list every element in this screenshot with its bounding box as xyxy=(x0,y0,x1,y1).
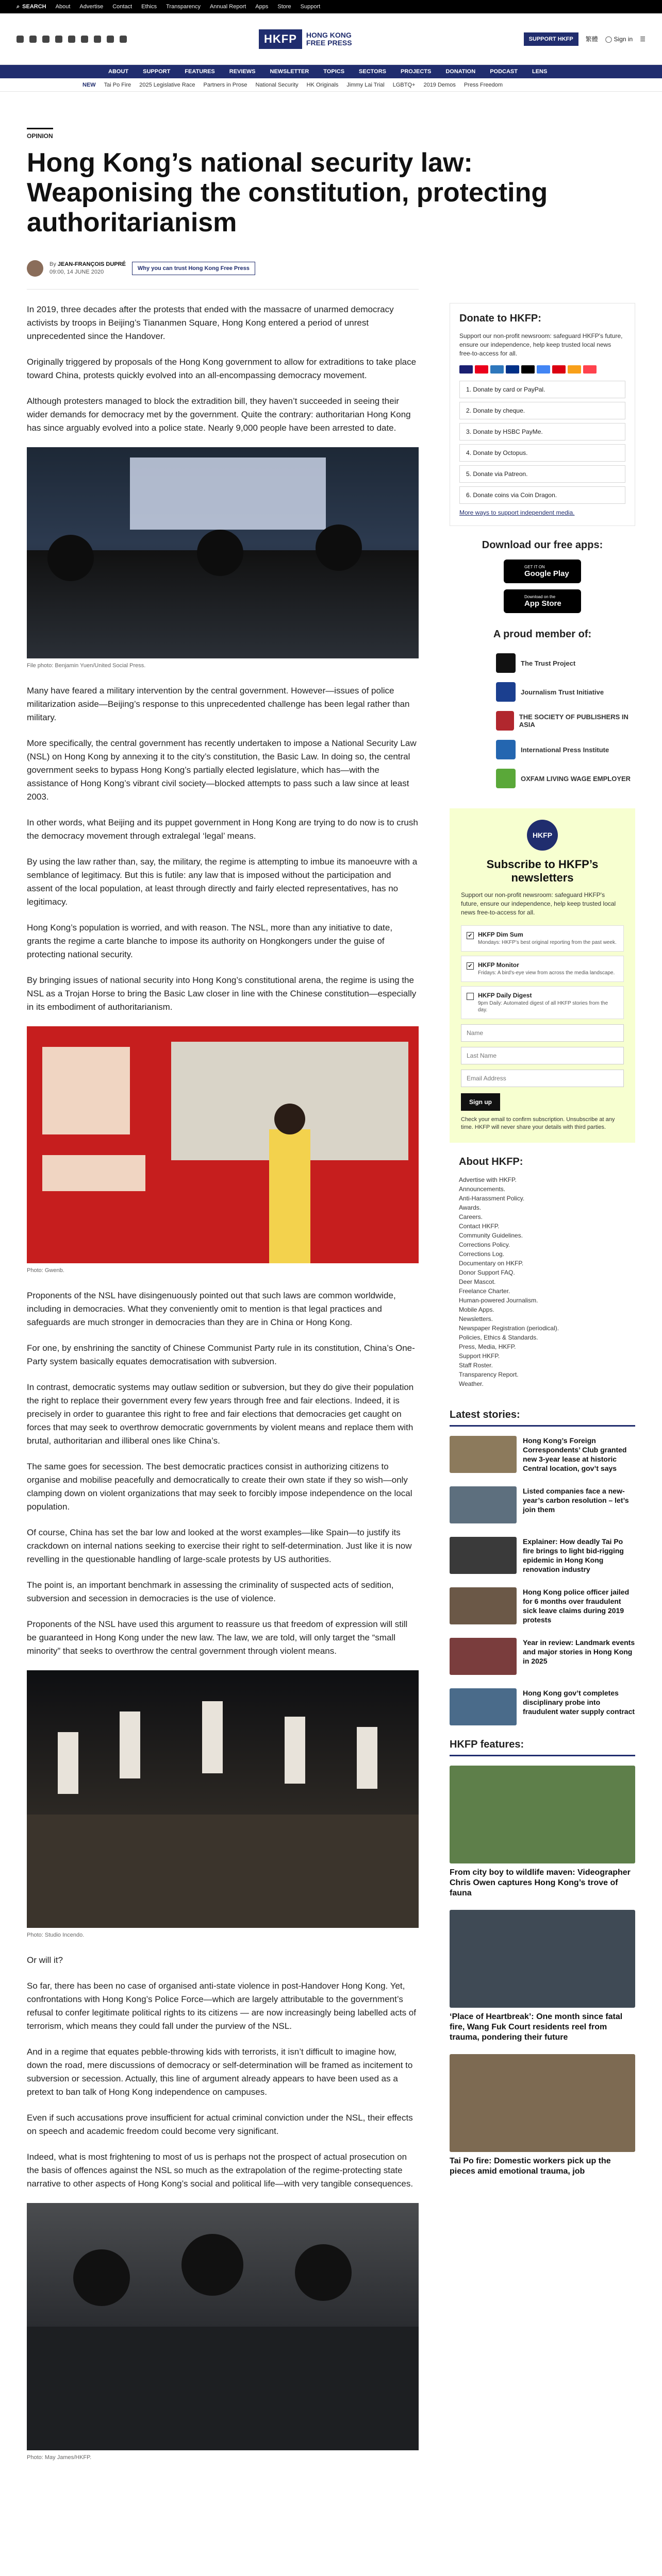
facebook-icon[interactable] xyxy=(29,36,37,43)
paragraph: For one, by enshrining the sanctity of Chinese Communist Party rule in its constitution, China’s One-Party system basically equates democratisation with subversion. xyxy=(27,1343,415,1366)
paragraph: Although protesters managed to block the extradition bill, they haven’t succeeded in seeing their wider demands for democracy met by the government. Quite the contrary: authoritarian Hong Kong has since arguably evolved into a police state. Nearly 9,000 people have been arrested to date. xyxy=(27,396,411,433)
rss-icon[interactable] xyxy=(120,36,127,43)
payment-icons xyxy=(459,365,625,374)
story-thumbnail xyxy=(450,1688,517,1725)
topbar-link[interactable]: Apps xyxy=(255,4,269,10)
mastodon-icon[interactable] xyxy=(107,36,114,43)
about-link[interactable]: Freelance Charter. xyxy=(459,1287,510,1295)
newsletter-text: Support our non-profit newsroom: safeguard HKFP's future, ensure our independence, help keep trusted local news free-to-access for all. xyxy=(461,891,616,916)
donate-option[interactable]: 5. Donate via Patreon. xyxy=(459,465,625,483)
donate-intro: Support our non-profit newsroom: safeguard HKFP's future, ensure our independence, help keep trusted local news free-to-access for all. xyxy=(459,332,623,357)
site-header xyxy=(0,13,662,65)
feature-item[interactable]: From city boy to wildlife maven: Videographer Chris Owen captures Hong Kong’s trove of fauna xyxy=(450,1766,635,1899)
topbar-link[interactable]: Store xyxy=(277,4,291,10)
newsletter-option[interactable]: ✔ HKFP Dim Sum Mondays: HKFP’s best original reporting from the past week. xyxy=(461,925,624,952)
membership-title: A proud member of: xyxy=(493,629,592,640)
newsletter-title: Subscribe to HKFP’s newsletters xyxy=(486,858,599,884)
about-link[interactable]: Support HKFP. xyxy=(459,1352,500,1360)
donate-option[interactable]: 4. Donate by Octopus. xyxy=(459,444,625,462)
search-button[interactable]: ⌕ SEARCH xyxy=(16,3,46,10)
paypal-icon xyxy=(506,365,519,374)
article-body xyxy=(27,303,419,2476)
story-item[interactable]: Year in review: Landmark events and major stories in Hong Kong in 2025 xyxy=(450,1638,635,1675)
paragraph: Even if such accusations prove insufficient for actual criminal conviction under the NSL, their effects on speech and academic freedom could become very significant. xyxy=(27,2113,413,2136)
hkfp-badge: HKFP xyxy=(527,820,558,851)
about-link[interactable]: Advertise with HKFP. xyxy=(459,1176,517,1183)
nav-item-reviews[interactable]: REVIEWS xyxy=(229,69,256,75)
topbar-link[interactable]: Ethics xyxy=(141,4,157,10)
paragraph: By bringing issues of national security into Hong Kong’s constitutional arena, the regime is using the NSL as a Trojan Horse to bring the Basic Law closer in line with the Chinese constitution—especially in its embodiment of authoritarianism. xyxy=(27,975,417,1012)
oxfam-icon xyxy=(496,769,516,788)
nav-item-lens[interactable]: LENS xyxy=(532,69,548,75)
user-icon: ◯ xyxy=(605,35,614,43)
feature-item[interactable]: ‘Place of Heartbreak’: One month since fatal fire, Wang Fuk Court residents reel from trauma, pondering their future xyxy=(450,1910,635,2043)
jti-icon xyxy=(496,682,516,702)
threads-icon[interactable] xyxy=(55,36,62,43)
nav-item-about[interactable]: ABOUT xyxy=(108,69,129,75)
support-button[interactable]: SUPPORT HKFP xyxy=(524,32,578,46)
donate-title: Donate to HKFP: xyxy=(459,313,541,324)
sopa-icon xyxy=(496,711,514,731)
tag-link[interactable]: Partners in Prose xyxy=(203,81,247,88)
story-item[interactable]: Listed companies face a new-year’s carbon resolution – let’s join them xyxy=(450,1486,635,1523)
tag-link[interactable]: National Security xyxy=(255,81,299,88)
membership-section xyxy=(450,629,635,793)
about-link[interactable]: Announcements. xyxy=(459,1185,506,1193)
story-item[interactable]: Hong Kong police officer jailed for 6 months over fraudulent sick leave claims during 2019 protests xyxy=(450,1587,635,1624)
visa-icon xyxy=(459,365,473,374)
nav-item-features[interactable]: FEATURES xyxy=(185,69,215,75)
telegram-icon[interactable] xyxy=(94,36,101,43)
about-link[interactable]: Corrections Policy. xyxy=(459,1241,510,1248)
paragraph: The same goes for secession. The best democratic practices consist in authorizing citizens to organise and mobilise peacefully and democratically to create their own state if they so wish—only clamping down on violent organizations that may seek to forcibly impose independence on the local population. xyxy=(27,1462,412,1512)
story-thumbnail xyxy=(450,1638,517,1675)
about-link[interactable]: Deer Mascot. xyxy=(459,1278,496,1285)
about-link[interactable]: Mobile Apps. xyxy=(459,1306,494,1313)
paragraph: In 2019, three decades after the protests that ended with the massacre of unarmed democracy activists by troops in Beijing’s Tiananmen Square, Hong Kong entered a period of unrest unprecedented since the Handover. xyxy=(27,304,394,341)
nav-item-support[interactable]: SUPPORT xyxy=(143,69,171,75)
amex-icon xyxy=(490,365,504,374)
about-link[interactable]: Donor Support FAQ. xyxy=(459,1269,515,1276)
byline: By JEAN-FRANÇOIS DUPRÉ 09:00, 14 JUNE 2020 Why you can trust Hong Kong Free Press xyxy=(27,260,635,277)
paragraph: Proponents of the NSL have used this argument to reassure us that freedom of expression will still be guaranteed in Hong Kong under the new law. The law, we are told, will only target the “small minority” that seeks to overthrow the central government through violent means. xyxy=(27,1619,408,1656)
tag-link[interactable]: LGBTQ+ xyxy=(392,81,416,88)
nav-item-projects[interactable]: PROJECTS xyxy=(401,69,432,75)
topbar-link[interactable]: Annual Report xyxy=(209,4,246,10)
paragraph: And in a regime that equates pebble-throwing kids with terrorists, it isn’t difficult to imagine how, down the road, mere discussions of democracy or self-determination will be framed as incitement to subversion or secession. Actually, this line of argument already appears to have been used as a pretext to ban talk of Hong Kong independence on campuses. xyxy=(27,2047,413,2097)
topbar-link[interactable]: About xyxy=(55,4,71,10)
mastercard-icon xyxy=(475,365,488,374)
photo-caption: Photo: Gwenb. xyxy=(27,1267,64,1274)
about-title: About HKFP: xyxy=(459,1156,523,1167)
author-name[interactable]: JEAN-FRANÇOIS DUPRÉ xyxy=(57,261,126,267)
site-logo[interactable] xyxy=(259,29,352,49)
paragraph: More specifically, the central government has recently undertaken to impose a National Security Law (NSL) on Hong Kong by annexing it to the city’s constitution, the Basic Law. In doing so, the central government seeks to bypass Hong Kong’s partially elected legislature, which has—with the assistance of Hong Kong’s vibrant civil society—blocked attempts to pass such a law since at least 2003. xyxy=(27,738,417,802)
donate-option[interactable]: 3. Donate by HSBC PayMe. xyxy=(459,423,625,440)
more-support-link[interactable]: More ways to support independent media. xyxy=(459,509,575,516)
photo-caption: Photo: Studio Incendo. xyxy=(27,1932,85,1938)
app-store-button[interactable]: Download on the App Store xyxy=(504,589,581,613)
about-links xyxy=(459,1175,626,1388)
paragraph: Many have feared a military intervention by the central government. However—issues of police militarization aside—Beijing’s response to this unprecedented challenge has been legal rather than military. xyxy=(27,686,410,722)
payme-icon xyxy=(552,365,566,374)
article-photo xyxy=(27,2203,419,2450)
photo-caption: Photo: May James/HKFP. xyxy=(27,2454,92,2461)
apps-section xyxy=(450,539,635,613)
about-link[interactable]: Anti-Harassment Policy. xyxy=(459,1195,525,1202)
patreon-icon xyxy=(583,365,597,374)
about-link[interactable]: Careers. xyxy=(459,1213,483,1221)
paragraph: So far, there has been no case of organised anti-state violence in post-Handover Hong Kong. Yet, confrontations with Hong Kong’s Police Force—which are largely attributable to the government’s refusal to confer legitimate political rights to its citizens — are now increasingly being labelled acts of terrorism, which means they could fall under the purview of the NSL. xyxy=(27,1981,416,2031)
member-logo[interactable]: THE SOCIETY OF PUBLISHERS IN ASIA xyxy=(496,706,635,735)
feature-image xyxy=(450,1910,635,2008)
article-page xyxy=(27,92,635,2476)
email-field[interactable] xyxy=(461,1070,624,1087)
tag-link[interactable]: 2019 Demos xyxy=(423,81,456,88)
topbar-link[interactable]: Support xyxy=(300,4,321,10)
member-logo[interactable]: OXFAM LIVING WAGE EMPLOYER xyxy=(496,764,635,793)
newsletter-option[interactable]: HKFP Daily Digest 9pm Daily: Automated digest of all HKFP stories from the day. xyxy=(461,986,624,1019)
latest-title: Latest stories: xyxy=(450,1409,635,1427)
tag-link[interactable]: 2025 Legislative Race xyxy=(139,81,195,88)
logo-text: HONG KONG FREE PRESS xyxy=(306,30,352,47)
about-link[interactable]: Contact HKFP. xyxy=(459,1223,500,1230)
octopus-icon xyxy=(568,365,581,374)
topbar-link[interactable]: Transparency xyxy=(166,4,201,10)
about-section xyxy=(450,1156,635,1394)
newsletter-box xyxy=(450,808,635,1143)
paragraph: Or will it? xyxy=(27,1955,63,1965)
youtube-icon[interactable] xyxy=(68,36,75,43)
tag-link[interactable]: Tai Po Fire xyxy=(104,81,131,88)
nav-item-podcast[interactable]: PODCAST xyxy=(490,69,518,75)
about-link[interactable]: Human-powered Journalism. xyxy=(459,1297,538,1304)
newsletter-option[interactable]: ✔ HKFP Monitor Fridays: A bird's-eye view from across the media landscape. xyxy=(461,956,624,982)
tag-link[interactable]: Press Freedom xyxy=(464,81,503,88)
topbar-link[interactable]: Contact xyxy=(112,4,133,10)
main-nav xyxy=(0,65,662,78)
first-name-field[interactable] xyxy=(461,1024,624,1042)
about-link[interactable]: Newsletters. xyxy=(459,1315,493,1323)
linkedin-icon[interactable] xyxy=(81,36,88,43)
about-link[interactable]: Transparency Report. xyxy=(459,1371,519,1378)
nav-item-sectors[interactable]: SECTORS xyxy=(359,69,387,75)
about-link[interactable]: Awards. xyxy=(459,1204,482,1211)
member-logo[interactable]: Journalism Trust Initiative xyxy=(496,677,635,706)
logo-box: HKFP xyxy=(259,29,302,49)
twitter-icon[interactable] xyxy=(16,36,24,43)
language-switch[interactable]: 繁體 xyxy=(585,36,598,43)
new-label: NEW xyxy=(82,81,96,88)
author-avatar xyxy=(27,260,43,277)
features-title: HKFP features: xyxy=(450,1739,635,1756)
paragraph: In contrast, democratic systems may outlaw sedition or subversion, but they do give their population the right to replace their government every few years through free and fair elections. Indeed, it is precisely in order to guarantee this right to free and fair elections that democracies get caught on forces that may seek to overthrow democratic governments by violent means and replace them with brutal, authoritarian and illiberal ones like China’s. xyxy=(27,1382,414,1446)
story-thumbnail xyxy=(450,1537,517,1574)
latest-stories xyxy=(450,1409,635,1725)
story-thumbnail xyxy=(450,1486,517,1523)
about-link[interactable]: Newspaper Registration (periodical). xyxy=(459,1325,559,1332)
trending-tags xyxy=(0,78,662,92)
donate-option[interactable]: 1. Donate by card or PayPal. xyxy=(459,381,625,398)
story-item[interactable]: Hong Kong’s Foreign Correspondents’ Club granted new 3-year lease at historic Central location, gov’t says xyxy=(450,1436,635,1473)
about-link[interactable]: Policies, Ethics & Standards. xyxy=(459,1334,538,1341)
page-title: Hong Kong’s national security law: Weaponising the constitution, protecting authoritarianism xyxy=(27,148,548,238)
tag-link[interactable]: HK Originals xyxy=(306,81,339,88)
about-link[interactable]: Community Guidelines. xyxy=(459,1232,523,1239)
divider xyxy=(27,289,419,290)
google-play-button[interactable]: GET IT ON Google Play xyxy=(504,560,581,583)
about-link[interactable]: Press, Media, HKFP. xyxy=(459,1343,516,1350)
article-photo xyxy=(27,1026,419,1263)
member-logo[interactable]: International Press Institute xyxy=(496,735,635,764)
apple-pay-icon xyxy=(521,365,535,374)
about-link[interactable]: Weather. xyxy=(459,1380,484,1387)
story-item[interactable]: Explainer: How deadly Tai Po fire brings to light bid-rigging epidemic in Hong Kong renovation industry xyxy=(450,1537,635,1574)
paragraph: Proponents of the NSL have disingenuously pointed out that such laws are common worldwide, including in democracies. What they conveniently omit to mention is that legal practices and safeguards are much stronger in democracies than they are in China or Hong Kong. xyxy=(27,1291,396,1327)
checkbox[interactable]: ✔ xyxy=(467,932,474,939)
story-item[interactable]: Hong Kong gov’t completes disciplinary probe into fraudulent water supply contract xyxy=(450,1688,635,1725)
nav-item-donation[interactable]: DONATION xyxy=(445,69,476,75)
google-pay-icon xyxy=(537,365,550,374)
about-link[interactable]: Staff Roster. xyxy=(459,1362,493,1369)
checkbox[interactable] xyxy=(467,993,474,1000)
about-link[interactable]: Documentary on HKFP. xyxy=(459,1260,524,1267)
donate-box xyxy=(450,303,635,526)
menu-icon[interactable]: ☰ xyxy=(640,35,646,43)
sign-in-link[interactable]: ◯ Sign in xyxy=(605,35,633,43)
sign-up-button[interactable]: Sign up xyxy=(461,1093,500,1111)
trust-link[interactable]: Why you can trust Hong Kong Free Press xyxy=(132,262,255,275)
story-thumbnail xyxy=(450,1587,517,1624)
features-section xyxy=(450,1739,635,2177)
newsletter-note: Check your email to confirm subscription. Unsubscribe at any time. HKFP will never share your details with third parties. xyxy=(461,1116,615,1130)
paragraph: Of course, China has set the bar low and looked at the worst examples—like Spain—to justify its crackdown on internal nations seeking to exercise their right to self-determination. Just like it is now revelling in the questionable handling of large-scale protests by US authorities. xyxy=(27,1528,412,1564)
paragraph: In other words, what Beijing and its puppet government in Hong Kong are trying to do now is to crush the democracy movement through extralegal ‘legal’ means. xyxy=(27,818,418,841)
publish-date: 09:00, 14 JUNE 2020 xyxy=(49,269,104,275)
article-photo xyxy=(27,447,419,658)
feature-item[interactable]: Tai Po fire: Domestic workers pick up the pieces amid emotional trauma, job xyxy=(450,2054,635,2177)
nav-item-topics[interactable]: TOPICS xyxy=(323,69,345,75)
instagram-icon[interactable] xyxy=(42,36,49,43)
paragraph: The point is, an important benchmark in assessing the criminality of suspected acts of sedition, subversion and secession in democracies is the use of violence. xyxy=(27,1580,394,1603)
last-name-field[interactable] xyxy=(461,1047,624,1064)
tag-link[interactable]: Jimmy Lai Trial xyxy=(346,81,385,88)
donate-option[interactable]: 2. Donate by cheque. xyxy=(459,402,625,419)
ipi-icon xyxy=(496,740,516,759)
trust-project-icon xyxy=(496,653,516,673)
paragraph: Originally triggered by proposals of the Hong Kong government to allow for extraditions to take place toward China, protests quickly evolved into an all-encompassing democracy movement. xyxy=(27,357,417,380)
article-photo xyxy=(27,1670,419,1928)
top-bar xyxy=(0,0,662,13)
category-label[interactable]: OPINION xyxy=(27,128,53,140)
paragraph: Indeed, what is most frightening to most of us is perhaps not the prospect of actual prosecution on the basis of offences against the NSL so much as the extrapolation of the regime-protecting state narrative to other aspects of Hong Kong’s social and political life—with very tangible consequences. xyxy=(27,2152,413,2189)
paragraph: By using the law rather than, say, the military, the regime is attempting to imbue its manoeuvre with a semblance of legitimacy. But this is futile: any law that is imposed without the participation and assent of the local population, at least through directly and fairly elected representatives, has no legitimacy. xyxy=(27,857,418,907)
topbar-link[interactable]: Advertise xyxy=(79,4,104,10)
apps-title: Download our free apps: xyxy=(482,539,603,551)
feature-image xyxy=(450,1766,635,1863)
search-icon: ⌕ xyxy=(16,3,20,10)
social-links xyxy=(16,36,187,43)
nav-item-newsletter[interactable]: NEWSLETTER xyxy=(270,69,309,75)
paragraph: Hong Kong’s population is worried, and with reason. The NSL, more than any initiative to date, grants the regime a carte blanche to impose its authority on Hongkongers under the guise of protecting national security. xyxy=(27,923,393,959)
story-thumbnail xyxy=(450,1436,517,1473)
checkbox[interactable]: ✔ xyxy=(467,962,474,970)
sidebar xyxy=(450,303,635,2476)
photo-caption: File photo: Benjamin Yuen/United Social Press. xyxy=(27,663,146,669)
feature-image xyxy=(450,2054,635,2152)
about-link[interactable]: Corrections Log. xyxy=(459,1250,505,1258)
donate-option[interactable]: 6. Donate coins via Coin Dragon. xyxy=(459,486,625,504)
member-logo[interactable]: The Trust Project xyxy=(496,649,635,677)
